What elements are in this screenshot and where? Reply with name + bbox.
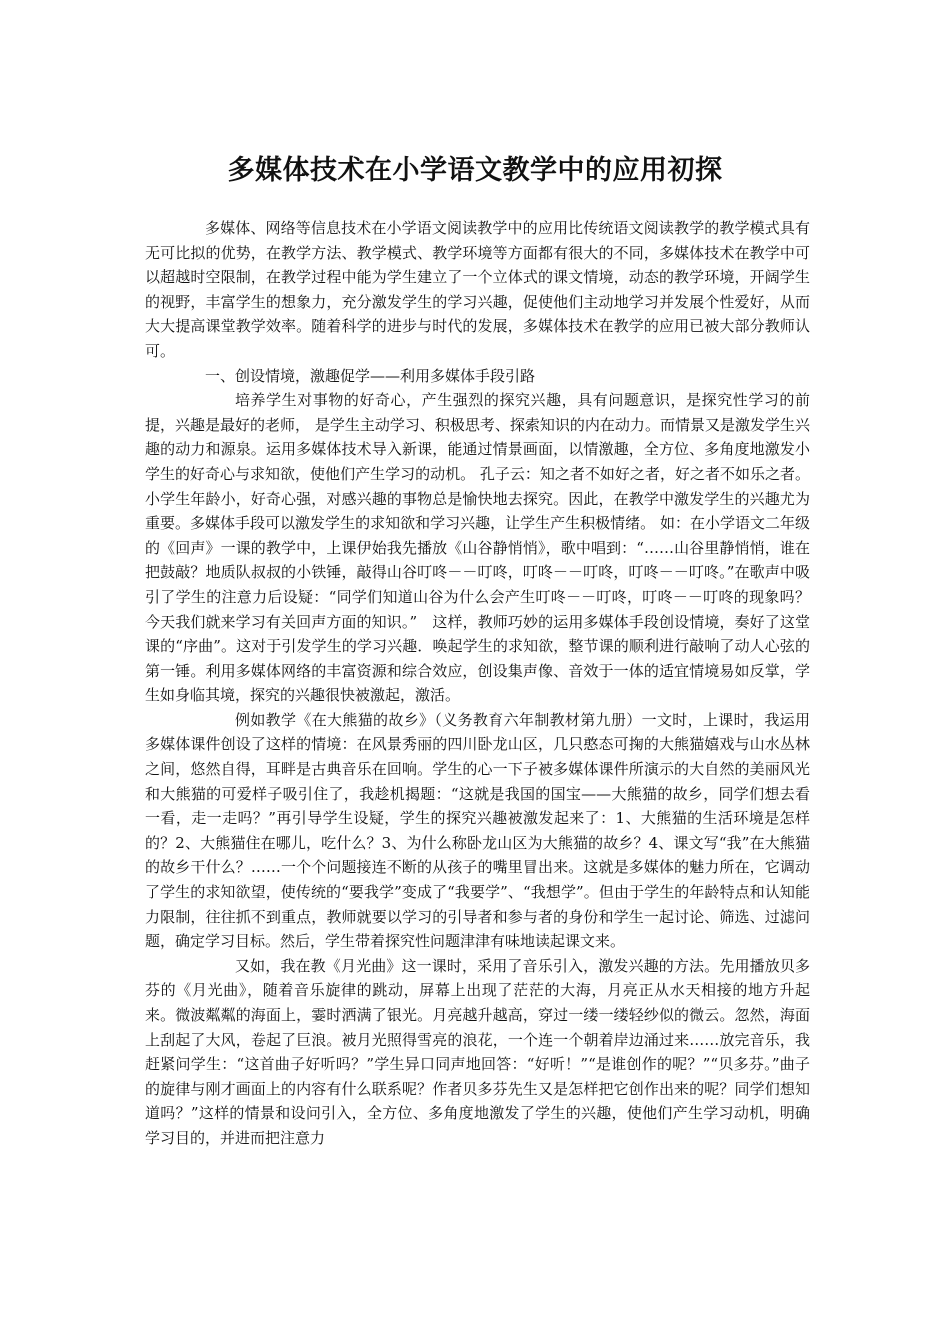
body-paragraph-panda: 例如教学《在大熊猫的故乡》（义务教育六年制教材第九册）一文时，上课时，我运用多媒体课件创设了这样的情境：在风景秀丽的四川卧龙山区，几只憨态可掬的大熊猫嬉戏与山水丛林之间，悠然自得，耳畔是古典音乐在回响。学生的心一下子被多媒体课件所演示的大自然的美丽风光和大熊猫的可爱样子吸引住了，我趁机揭题：“这就是我国的国宝——大熊猫的故乡，同学们想去看一看，走一走吗？”再引导学生设疑，学生的探究兴趣被激发起来了：1、大熊猫的生活环境是怎样的？2、大熊猫住在哪儿，吃什么？3、为什么称卧龙山区为大熊猫的故乡？4、课文写“我”在大熊猫的故乡干什么？……一个个问题接连不断的从孩子的嘴里冒出来。这就是多媒体的魅力所在，它调动了学生的求知欲望，使传统的“要我学”变成了“我要学”、“我想学”。但由于学生的年龄特点和认知能力限制，往往抓不到重点，教师就要以学习的引导者和参与者的身份和学生一起讨论、筛选、过滤问题，确定学习目标。然后，学生带着探究性问题津津有味地读起课文来。 (145, 710, 810, 951)
body-paragraph-interest: 培养学生对事物的好奇心，产生强烈的探究兴趣，具有问题意识，是探究性学习的前提，兴趣是最好的老师， 是学生主动学习、积极思考、探索知识的内在动力。而情景又是激发学生兴趣的动力和源泉。运用多媒体技术导入新课，能通过情景画面，以情激趣，全方位、多角度地激发小学生的好奇心与求知欲，使他们产生学习的动机。 孔子云：知之者不如好之者，好之者不如乐之者。小学生年龄小，好奇心强，对感兴趣的事物总是愉快地去探究。因此，在教学中激发学生的兴趣尤为重要。多媒体手段可以激发学生的求知欲和学习兴趣，让学生产生积极情绪。 如：在小学语文二年级的《回声》一课的教学中，上课伊始我先播放《山谷静悄悄》，歌中唱到：“……山谷里静悄悄，谁在把鼓敲？地质队叔叔的小铁锤，敲得山谷叮咚－－叮咚，叮咚－－叮咚，叮咚－－叮咚。”在歌声中吸引了学生的注意力后设疑：“同学们知道山谷为什么会产生叮咚－－叮咚，叮咚－－叮咚的现象吗？今天我们就来学习有关回声方面的知识。” 这样，教师巧妙的运用多媒体手段创设情境，奏好了这堂课的“序曲”。这对于引发学生的学习兴趣．唤起学生的求知欲，整节课的顺利进行敲响了动人心弦的第一锤。利用多媒体网络的丰富资源和综合效应，创设集声像、音效于一体的适宜情境易如反掌，学生如身临其境，探究的兴趣很快被激起，激活。 (145, 391, 810, 705)
document-title: 多媒体技术在小学语文教学中的应用初探 (227, 155, 723, 186)
body-paragraph-moonlight: 又如，我在教《月光曲》这一课时，采用了音乐引入，激发兴趣的方法。先用播放贝多芬的《月光曲》，随着音乐旋律的跳动，屏幕上出现了茫茫的大海，月亮正从水天相接的地方升起来。微波粼粼的海面上，霎时洒满了银光。月亮越升越高，穿过一缕一缕轻纱似的微云。忽然，海面上刮起了大风，卷起了巨浪。被月光照得雪亮的浪花，一个连一个朝着岸边涌过来……放完音乐，我赶紧问学生：“这首曲子好听吗？”学生异口同声地回答：“好听！”“是谁创作的呢？”“贝多芬。”曲子的旋律与刚才画面上的内容有什么联系呢？作者贝多芬先生又是怎样把它创作出来的呢？同学们想知道吗？”这样的情景和设问引入，全方位、多角度地激发了学生的兴趣，使他们产生学习动机，明确学习目的，并进而把注意力 (145, 956, 810, 1147)
section-heading: 一、创设情境，激趣促学——利用多媒体手段引路 (205, 366, 536, 385)
intro-paragraph: 多媒体、网络等信息技术在小学语文阅读教学中的应用比传统语文阅读教学的教学模式具有无可比拟的优势，在教学方法、教学模式、教学环境等方面都有很大的不同，多媒体技术在教学中可以超越时空限制，在教学过程中能为学生建立了一个立体式的课文情境，动态的教学环境，开阔学生的视野，丰富学生的想象力，充分激发学生的学习兴趣，促使他们主动地学习并发展个性爱好，从而大大提高课堂教学效率。随着科学的进步与时代的发展，多媒体技术在教学的应用已被大部分教师认可。 (145, 219, 810, 360)
document-body (145, 216, 810, 1151)
